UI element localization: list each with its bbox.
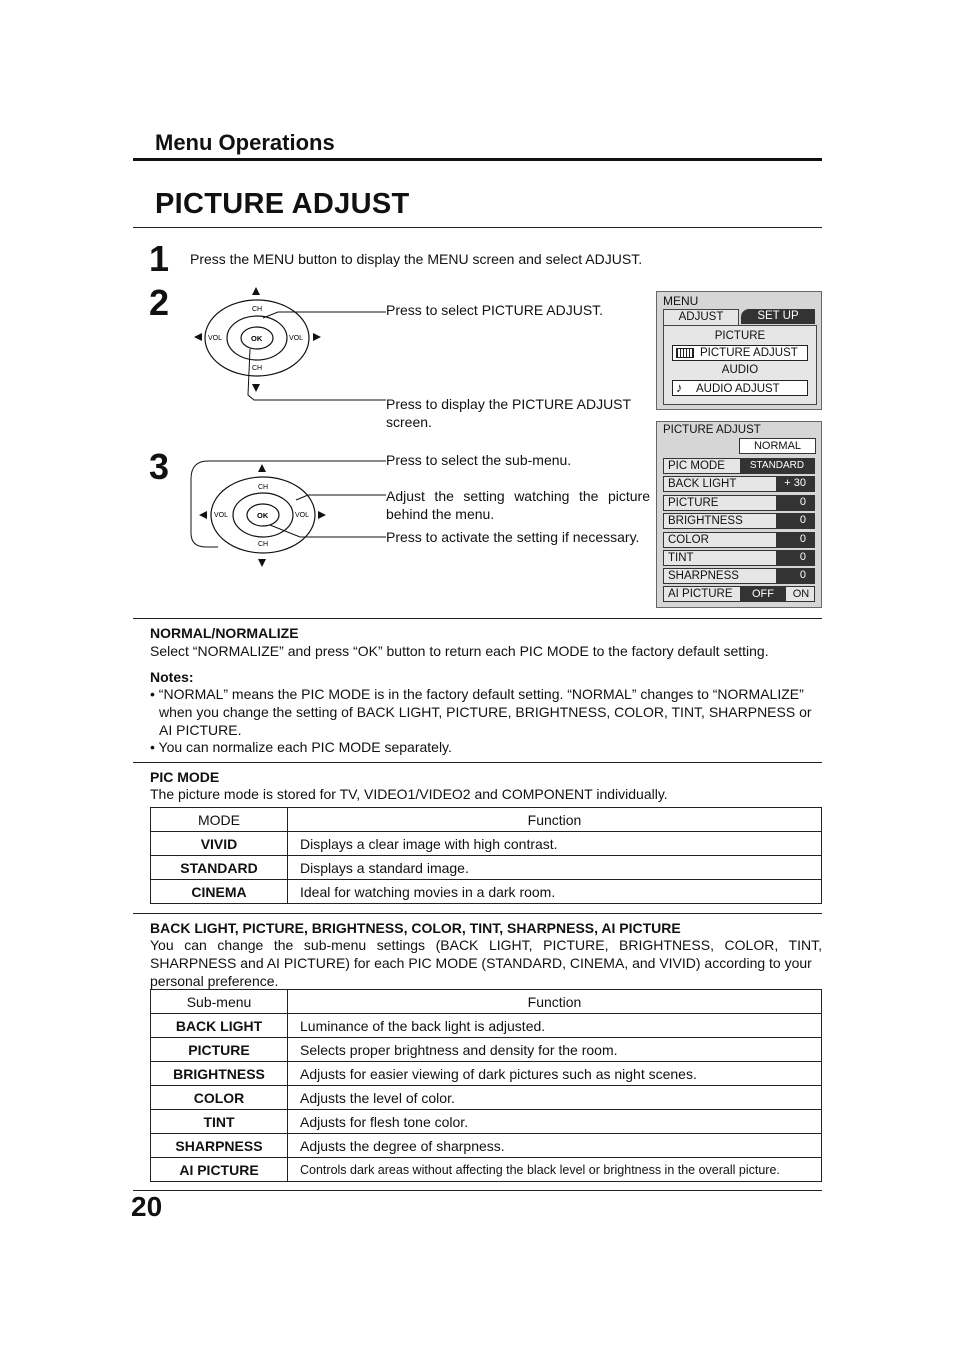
adjust-screen-title: PICTURE ADJUST [663, 424, 761, 436]
submenu-heading: BACK LIGHT, PICTURE, BRIGHTNESS, COLOR, TINT, SHARPNESS, AI PICTURE [150, 920, 681, 936]
adjust-row[interactable] [663, 513, 815, 529]
step-2-text-a: Press to select PICTURE ADJUST. [386, 302, 604, 318]
function-col-header: Function [288, 808, 822, 832]
picture-icon [676, 348, 694, 358]
header-rule [133, 158, 822, 161]
step-3-text-c: Press to activate the setting if necessary. [386, 529, 640, 545]
adjust-row-label: SHARPNESS [668, 570, 739, 583]
table-key-cell: BACK LIGHT [151, 1014, 288, 1038]
note-1-line-1: • “NORMAL” means the PIC MODE is in the factory default setting. “NORMAL” changes to “NORMALIZE” [150, 686, 804, 702]
ai-picture-label: AI PICTURE [668, 588, 733, 600]
submenu-table [150, 989, 822, 1182]
step-2-text-b: Press to display the PICTURE ADJUST screen. [386, 396, 631, 430]
title-rule [133, 227, 822, 228]
tab-setup[interactable]: SET UP [741, 309, 815, 324]
ai-off-option[interactable]: OFF [740, 587, 786, 601]
adjust-row-label: BRIGHTNESS [668, 515, 743, 528]
adjust-row-value: 0 [776, 533, 814, 547]
adjust-row-label: PICTURE [668, 496, 719, 509]
adjust-row-value: 0 [776, 569, 814, 583]
menu-panel [663, 325, 817, 405]
vol-label-3-right: VOL [295, 512, 310, 519]
table-row [151, 1086, 822, 1110]
adjust-row[interactable] [663, 476, 815, 492]
divider-1 [133, 618, 822, 619]
adjust-row-value: + 30 [776, 477, 814, 491]
adjust-row-value: 0 [776, 496, 814, 510]
table-key-cell: BRIGHTNESS [151, 1062, 288, 1086]
step-3-text-b: Adjust the setting watching the picture behind the menu. [386, 488, 650, 522]
note-1-line-3: AI PICTURE. [159, 722, 242, 738]
table-value-cell: Luminance of the back light is adjusted. [288, 1014, 822, 1038]
ok-label: OK [251, 334, 263, 343]
adjust-row-value: STANDARD [740, 459, 814, 473]
audio-adjust-label: AUDIO ADJUST [696, 383, 780, 395]
table-value-cell: Adjusts for easier viewing of dark pictures such as night scenes. [288, 1062, 822, 1086]
step-2-number: 2 [149, 282, 170, 323]
divider-3 [133, 913, 822, 914]
submenu-text-line-1: You can change the sub-menu settings (BACK LIGHT, PICTURE, BRIGHTNESS, COLOR, TINT, [150, 937, 822, 953]
page-title: PICTURE ADJUST [155, 188, 410, 220]
table-row [151, 1110, 822, 1134]
ch-label-bottom: CH [252, 365, 263, 372]
divider-2 [133, 762, 822, 763]
step-1-number: 1 [149, 238, 170, 279]
table-row [151, 1062, 822, 1086]
picture-adjust-item[interactable] [672, 345, 808, 361]
table-row [151, 1158, 822, 1182]
table-row [151, 880, 822, 904]
mode-col-header: MODE [151, 808, 288, 832]
vol-label-left: VOL [208, 335, 223, 342]
remote-diagram-step3 [188, 455, 388, 575]
ch-label: CH [252, 306, 263, 313]
adjust-row[interactable] [663, 495, 815, 511]
step-3-number: 3 [149, 446, 170, 487]
table-key-cell: VIVID [151, 832, 288, 856]
table-value-cell: Displays a standard image. [288, 856, 822, 880]
vol-label-3-left: VOL [214, 512, 229, 519]
table-value-cell: Selects proper brightness and density for the room. [288, 1038, 822, 1062]
table-value-cell: Adjusts the degree of sharpness. [288, 1134, 822, 1158]
table-key-cell: TINT [151, 1110, 288, 1134]
ok-label-3: OK [257, 511, 269, 520]
pic-mode-heading: PIC MODE [150, 769, 220, 785]
audio-label: AUDIO [721, 364, 759, 376]
menu-screen [656, 291, 822, 410]
table-value-cell: Controls dark areas without affecting the black level or brightness in the overall picture. [288, 1158, 822, 1182]
table-row [151, 1038, 822, 1062]
adjust-row-label: BACK LIGHT [668, 478, 737, 491]
adjust-row-value: 0 [776, 514, 814, 528]
page-number: 20 [131, 1191, 163, 1222]
adjust-row-label: PIC MODE [668, 460, 725, 472]
music-note-icon: ♪ [676, 380, 683, 395]
table-header-row [151, 808, 822, 832]
table-row [151, 1134, 822, 1158]
adjust-row-value: 0 [776, 551, 814, 565]
step-3-text-a: Press to select the sub-menu. [386, 452, 572, 468]
adjust-row[interactable] [663, 458, 815, 474]
section-title: Menu Operations [155, 130, 335, 155]
menu-screen-title: MENU [663, 294, 699, 308]
table-key-cell: PICTURE [151, 1038, 288, 1062]
table-key-cell: COLOR [151, 1086, 288, 1110]
pic-mode-table [150, 807, 822, 904]
adjust-row[interactable] [663, 532, 815, 548]
ch-label-3: CH [258, 484, 269, 491]
adjust-row-label: TINT [668, 552, 694, 564]
picture-adjust-label: PICTURE ADJUST [700, 347, 798, 359]
ai-on-option[interactable]: ON [792, 588, 810, 600]
table-row [151, 832, 822, 856]
table-key-cell: AI PICTURE [151, 1158, 288, 1182]
bottom-rule [133, 1190, 822, 1191]
table-key-cell: SHARPNESS [151, 1134, 288, 1158]
note-2: • You can normalize each PIC MODE separately. [150, 739, 452, 755]
picture-label: PICTURE [714, 330, 766, 342]
table-value-cell: Ideal for watching movies in a dark room. [288, 880, 822, 904]
ch-label-3-bottom: CH [258, 541, 269, 548]
table-value-cell: Adjusts the level of color. [288, 1086, 822, 1110]
adjust-row[interactable] [663, 568, 815, 584]
pic-mode-text: The picture mode is stored for TV, VIDEO1/VIDEO2 and COMPONENT individually. [150, 786, 668, 802]
tab-adjust[interactable]: ADJUST [663, 309, 739, 325]
table-key-cell: STANDARD [151, 856, 288, 880]
table-row [151, 1014, 822, 1038]
picture-adjust-screen [656, 421, 822, 608]
audio-adjust-item[interactable] [672, 380, 808, 396]
normalize-heading: NORMAL/NORMALIZE [150, 625, 299, 641]
ai-picture-row[interactable] [663, 586, 815, 602]
table-value-cell: Adjusts for flesh tone color. [288, 1110, 822, 1134]
normalize-text: Select “NORMALIZE” and press “OK” button to return each PIC MODE to the factory default setting. [150, 643, 769, 659]
submenu-col-header: Sub-menu [151, 990, 288, 1014]
adjust-row-label: COLOR [668, 533, 709, 546]
submenu-text-line-2: SHARPNESS and AI PICTURE) for each PIC MODE (STANDARD, CINEMA, and VIVID) according to your [150, 955, 812, 971]
table-value-cell: Displays a clear image with high contrast. [288, 832, 822, 856]
table-key-cell: CINEMA [151, 880, 288, 904]
remote-diagram-step2 [188, 282, 388, 408]
function-col-header: Function [288, 990, 822, 1014]
submenu-text-line-3: personal preference. [150, 973, 279, 989]
notes-heading: Notes: [150, 669, 194, 685]
vol-label-right: VOL [289, 335, 304, 342]
note-1-line-2: when you change the setting of BACK LIGHT, PICTURE, BRIGHTNESS, COLOR, TINT, SHARPNESS or [159, 704, 812, 720]
step-1-text: Press the MENU button to display the MENU screen and select ADJUST. [190, 251, 643, 267]
table-row [151, 856, 822, 880]
normal-button[interactable]: NORMAL [739, 438, 816, 454]
adjust-row[interactable] [663, 550, 815, 566]
table-header-row [151, 990, 822, 1014]
